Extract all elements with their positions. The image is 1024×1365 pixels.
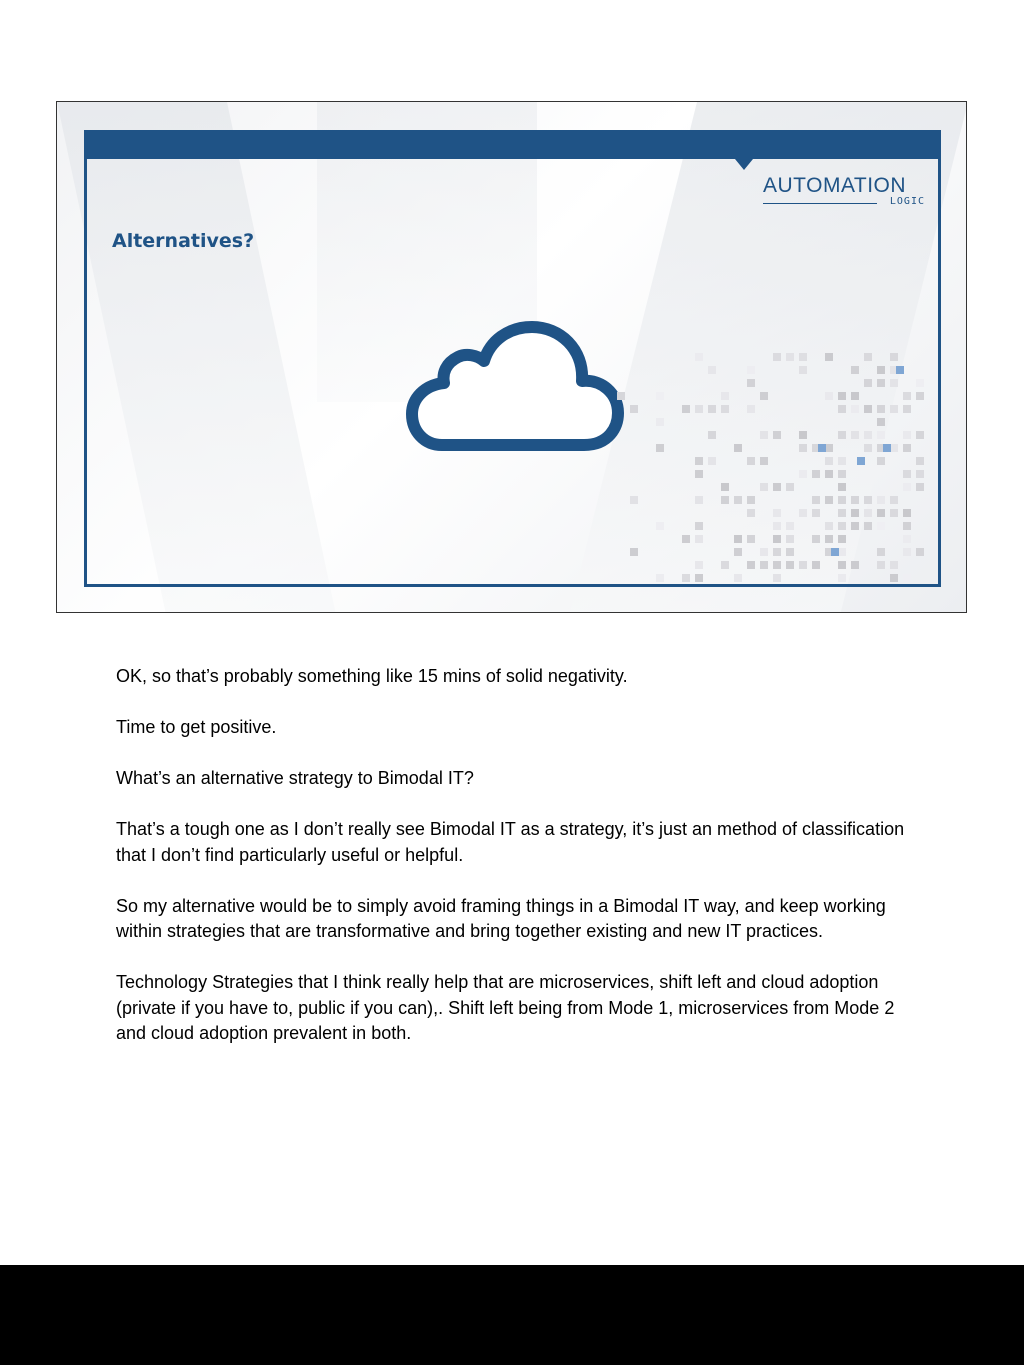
notes-paragraph: What’s an alternative strategy to Bimodal IT? [116, 768, 474, 788]
decorative-pixel-pattern [617, 353, 941, 587]
slide-thumbnail [56, 101, 967, 613]
notes-paragraph: That’s a tough one as I don’t really see Bimodal IT as a strategy, it’s just an method of classification that I don’t find particularly useful or helpful. [116, 819, 905, 865]
notes-paragraph: OK, so that’s probably something like 15 mins of solid negativity. [116, 666, 628, 686]
logo-underline [763, 203, 877, 204]
page-bottom-band [0, 1265, 1024, 1365]
slide-title: Alternatives? [112, 230, 255, 252]
logo-wordmark: AUTOMATION [763, 174, 907, 197]
slide-header-bar [87, 133, 938, 159]
automation-logic-logo [763, 174, 925, 210]
speaker-notes [116, 664, 916, 1072]
slide-content-frame [84, 130, 941, 587]
notes-paragraph: Time to get positive. [116, 717, 277, 737]
logo-subtext: LOGIC [889, 196, 925, 207]
header-bar-notch [735, 159, 753, 170]
notes-paragraph: So my alternative would be to simply avoid framing things in a Bimodal IT way, and keep working within strategies that are transformative and bring together existing and new IT practices. [116, 895, 886, 941]
cloud-icon [404, 313, 626, 453]
notes-paragraph: Technology Strategies that I think really help that are microservices, shift left and cloud adoption (private if you have to, public if you can),. Shift left being from Mode 1, microservices from Mode 2 and cloud adoption prevalent in both. [116, 972, 895, 1043]
